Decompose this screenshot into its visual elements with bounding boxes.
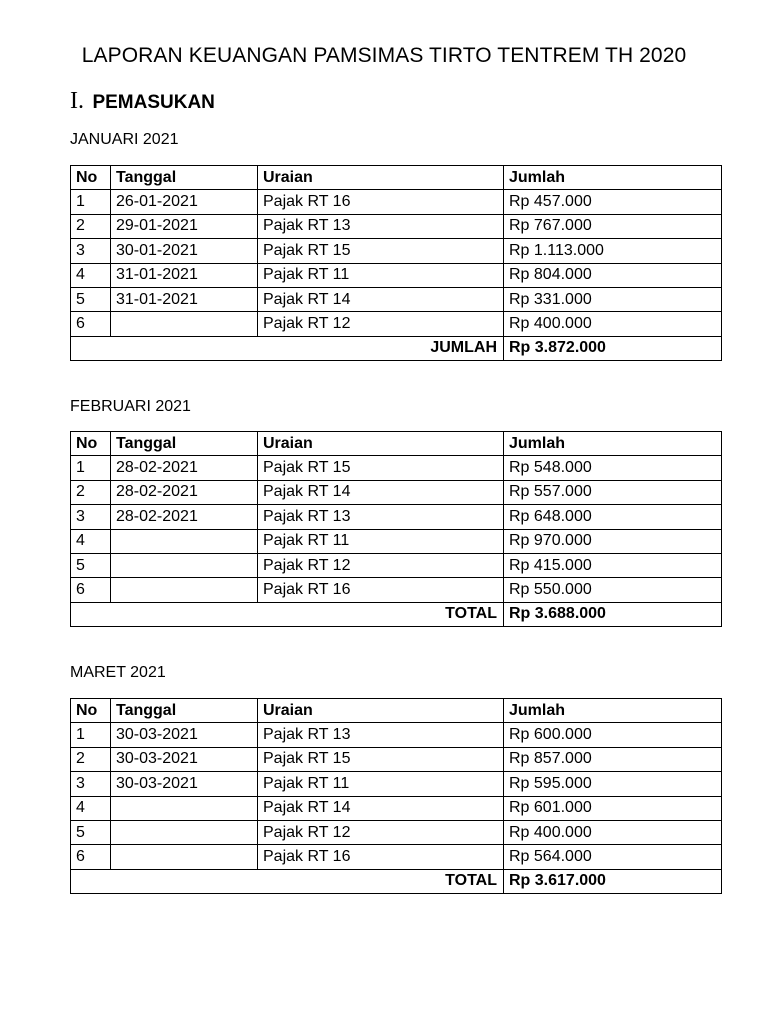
table-row [71,480,722,504]
table-header-row [71,166,722,190]
cell-no: 5 [71,287,111,311]
table-row [71,529,722,553]
cell-no: 4 [71,529,111,553]
month-label-maret: MARET 2021 [70,664,166,681]
cell-date: 26-01-2021 [111,190,258,214]
header-jumlah: Jumlah [504,699,722,723]
cell-date: 31-01-2021 [111,287,258,311]
cell-desc: Pajak RT 12 [258,820,504,844]
cell-amount: Rp 601.000 [504,796,722,820]
header-tanggal: Tanggal [111,699,258,723]
header-uraian: Uraian [258,166,504,190]
table-header-row [71,699,722,723]
table-row [71,796,722,820]
cell-no: 3 [71,505,111,529]
table-row [71,553,722,577]
cell-amount: Rp 804.000 [504,263,722,287]
cell-desc: Pajak RT 15 [258,239,504,263]
table-row [71,505,722,529]
cell-amount: Rp 400.000 [504,820,722,844]
section-heading [70,88,215,115]
table-row [71,820,722,844]
table-row [71,456,722,480]
cell-amount: Rp 1.113.000 [504,239,722,263]
header-uraian: Uraian [258,699,504,723]
total-row [71,336,722,360]
cell-amount: Rp 595.000 [504,772,722,796]
cell-desc: Pajak RT 11 [258,263,504,287]
cell-amount: Rp 548.000 [504,456,722,480]
header-no: No [71,432,111,456]
header-jumlah: Jumlah [504,432,722,456]
section-title: PEMASUKAN [92,92,215,113]
table-row [71,239,722,263]
cell-date [111,312,258,336]
cell-amount: Rp 600.000 [504,723,722,747]
cell-no: 1 [71,190,111,214]
cell-date: 28-02-2021 [111,480,258,504]
cell-no: 4 [71,263,111,287]
cell-desc: Pajak RT 16 [258,845,504,869]
cell-desc: Pajak RT 16 [258,578,504,602]
cell-amount: Rp 557.000 [504,480,722,504]
cell-no: 6 [71,312,111,336]
cell-amount: Rp 857.000 [504,747,722,771]
cell-desc: Pajak RT 13 [258,214,504,238]
cell-date [111,529,258,553]
table-header-row [71,432,722,456]
header-no: No [71,699,111,723]
cell-desc: Pajak RT 11 [258,529,504,553]
cell-no: 4 [71,796,111,820]
cell-desc: Pajak RT 14 [258,287,504,311]
cell-amount: Rp 415.000 [504,553,722,577]
cell-desc: Pajak RT 16 [258,190,504,214]
table-row [71,263,722,287]
section-numeral: I. [70,88,84,114]
cell-date: 30-03-2021 [111,772,258,796]
cell-desc: Pajak RT 12 [258,312,504,336]
total-value: Rp 3.688.000 [504,602,722,626]
cell-no: 6 [71,845,111,869]
cell-date [111,796,258,820]
cell-date: 30-03-2021 [111,747,258,771]
cell-date [111,845,258,869]
total-value: Rp 3.872.000 [504,336,722,360]
cell-date: 29-01-2021 [111,214,258,238]
cell-amount: Rp 331.000 [504,287,722,311]
table-row [71,190,722,214]
cell-desc: Pajak RT 13 [258,505,504,529]
cell-date [111,578,258,602]
cell-desc: Pajak RT 14 [258,796,504,820]
table-row [71,287,722,311]
cell-date: 30-03-2021 [111,723,258,747]
cell-amount: Rp 457.000 [504,190,722,214]
cell-no: 6 [71,578,111,602]
cell-amount: Rp 550.000 [504,578,722,602]
table-row [71,845,722,869]
cell-no: 2 [71,480,111,504]
cell-no: 1 [71,723,111,747]
cell-desc: Pajak RT 11 [258,772,504,796]
cell-date: 28-02-2021 [111,505,258,529]
total-row [71,869,722,893]
total-value: Rp 3.617.000 [504,869,722,893]
cell-no: 2 [71,747,111,771]
cell-date: 31-01-2021 [111,263,258,287]
cell-amount: Rp 564.000 [504,845,722,869]
cell-no: 2 [71,214,111,238]
header-uraian: Uraian [258,432,504,456]
document-title: LAPORAN KEUANGAN PAMSIMAS TIRTO TENTREM TH 2020 [81,44,687,67]
cell-date: 28-02-2021 [111,456,258,480]
header-jumlah: Jumlah [504,166,722,190]
total-row [71,602,722,626]
total-label: TOTAL [71,602,504,626]
cell-desc: Pajak RT 15 [258,456,504,480]
cell-no: 3 [71,772,111,796]
cell-amount: Rp 767.000 [504,214,722,238]
total-label: TOTAL [71,869,504,893]
cell-desc: Pajak RT 13 [258,723,504,747]
cell-amount: Rp 970.000 [504,529,722,553]
table-row [71,772,722,796]
table-januari [70,165,722,361]
table-row [71,214,722,238]
cell-desc: Pajak RT 15 [258,747,504,771]
cell-no: 3 [71,239,111,263]
month-label-februari: FEBRUARI 2021 [70,398,191,415]
total-label: JUMLAH [71,336,504,360]
month-label-januari: JANUARI 2021 [70,131,179,148]
cell-no: 5 [71,553,111,577]
cell-date [111,820,258,844]
table-februari [70,431,722,627]
table-row [71,578,722,602]
cell-amount: Rp 648.000 [504,505,722,529]
header-no: No [71,166,111,190]
cell-amount: Rp 400.000 [504,312,722,336]
cell-date: 30-01-2021 [111,239,258,263]
table-row [71,312,722,336]
cell-desc: Pajak RT 14 [258,480,504,504]
cell-no: 1 [71,456,111,480]
header-tanggal: Tanggal [111,432,258,456]
cell-no: 5 [71,820,111,844]
cell-date [111,553,258,577]
table-row [71,723,722,747]
header-tanggal: Tanggal [111,166,258,190]
cell-desc: Pajak RT 12 [258,553,504,577]
table-row [71,747,722,771]
table-maret [70,698,722,894]
